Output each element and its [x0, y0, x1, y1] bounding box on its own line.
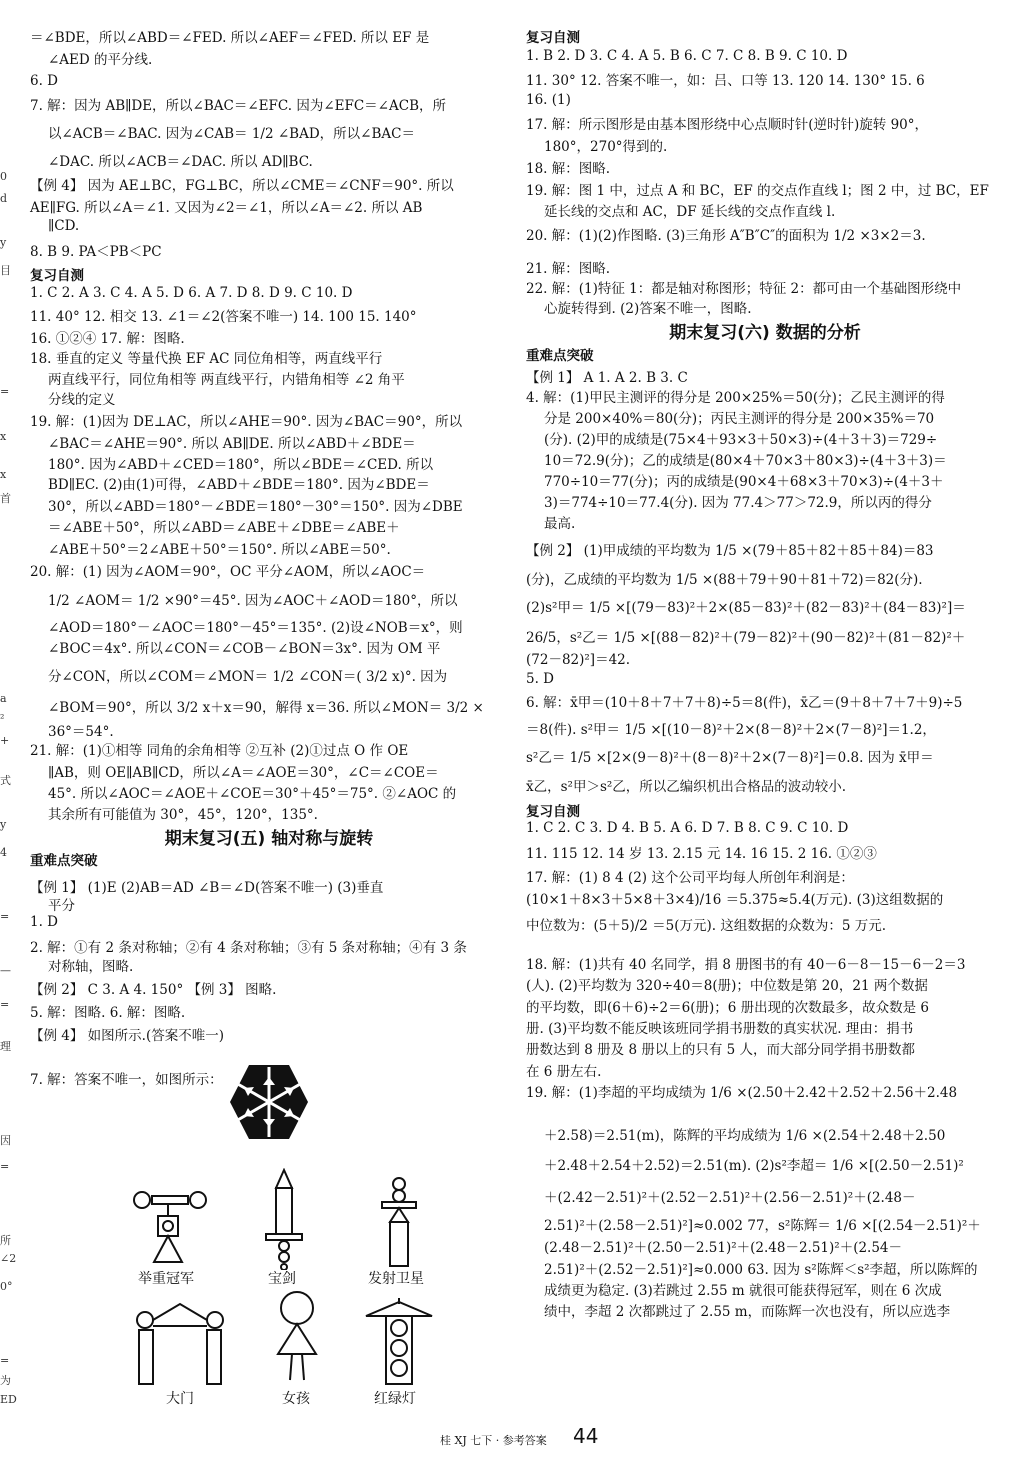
text-line: 1/2 ∠AOM＝ 1/2 ×90°＝45°. 因为∠AOC＋∠AOD＝180°，所以	[48, 593, 458, 609]
text-line: 中位数为：(5＋5)/2 ＝5(万元). 这组数据的众数为：5 万元.	[526, 918, 887, 934]
text-line: ＋2.48＋2.54＋2.52)＝2.51(m). (2)s²李超＝ 1/6 ×[(2.50－2.51)²	[544, 1158, 964, 1174]
margin-char: =	[0, 998, 10, 1011]
footer-text: 桂 XJ 七下 · 参考答案	[440, 1434, 547, 1447]
text-line: ＝∠BDE，所以∠ABD＝∠FED. 所以∠AEF＝∠FED. 所以 EF 是	[30, 30, 430, 46]
text-line: 4. 解：(1)甲民主测评的得分是 200×25%＝50(分)；乙民主测评的得	[526, 390, 945, 406]
text-line: 1. B 2. D 3. C 4. A 5. B 6. C 7. C 8. B 9. C 10. D	[526, 48, 848, 64]
text-line: (72－82)²]＝42.	[526, 652, 631, 668]
text-line: (2)s²甲＝ 1/5 ×[(79－83)²＋2×(85－83)²＋(82－83)²＋(84－83)²]＝	[526, 600, 966, 616]
text-line: 16. ①②④ 17. 解：图略.	[30, 331, 185, 347]
text-line: ∠BOM＝90°，所以 3/2 x＋x＝90，解得 x＝36. 所以∠MON＝ 3/2 ×	[48, 700, 484, 716]
text-line: (分). (2)甲的成绩是(75×4＋93×3＋50×3)÷(4＋3＋3)＝729÷	[544, 432, 938, 448]
text-line: 【例 2】 C 3. A 4. 150° 【例 3】 图略.	[30, 982, 277, 998]
text-line: ＝∠ABE＋50°，所以∠ABD＝∠ABE＋∠DBE＝∠ABE＋	[48, 520, 400, 536]
text-line: 5. D	[526, 671, 554, 687]
margin-char: 0	[0, 170, 7, 183]
text-line: 18. 垂直的定义 等量代换 EF AC 同位角相等，两直线平行	[30, 351, 383, 367]
margin-char: 首	[0, 492, 11, 505]
text-line: (2.48－2.51)²＋(2.50－2.51)²＋(2.48－2.51)²＋(2.54－	[544, 1240, 903, 1256]
text-line: 【例 4】 因为 AE⊥BC，FG⊥BC，所以∠CME＝∠CNF＝90°. 所以	[30, 178, 454, 194]
text-line: 30°，所以∠ABD＝180°－∠BDE＝180°－30°＝150°. 因为∠DBE	[48, 499, 463, 515]
text-line: x̄乙，s²甲＞s²乙，所以乙编织机出合格品的波动较小.	[526, 779, 847, 795]
text-line: 19. 解：(1)因为 DE⊥AC，所以∠AHE＝90°. 因为∠BAC＝90°，所以	[30, 414, 463, 430]
text-line: 6. D	[30, 73, 58, 89]
text-line: 5. 解：图略. 6. 解：图略.	[30, 1005, 186, 1021]
text-line: 20. 解：(1) 因为∠AOM＝90°，OC 平分∠AOM，所以∠AOC＝	[30, 564, 426, 580]
text-line: ∥AB，则 OE∥AB∥CD，所以∠A＝∠AOE＝30°，∠C＝∠COE＝	[48, 765, 439, 781]
text-line: 1. D	[30, 914, 58, 930]
margin-char: 因	[0, 1134, 11, 1147]
text-line: s²乙＝ 1/5 ×[2×(9－8)²＋(8－8)²＋2×(7－8)²]＝0.8. 因为 x̄甲＝	[526, 750, 934, 766]
text-line: 延长线的交点和 AC，DF 延长线的交点作直线 l.	[544, 204, 836, 220]
text-line: 11. 30° 12. 答案不唯一，如：吕、口等 13. 120 14. 130° 15. 6	[526, 73, 925, 89]
text-line: 最高.	[544, 516, 576, 532]
text-line: 26/5，s²乙＝ 1/5 ×[(88－82)²＋(79－82)²＋(90－82)²＋(81－82)²＋	[526, 630, 966, 646]
text-line: ＝8(件). s²甲＝ 1/5 ×[(10－8)²＋2×(8－8)²＋2×(7－8)²]＝1.2，	[526, 722, 936, 738]
margin-char: =	[0, 385, 10, 398]
text-line: BD∥EC. (2)由(1)可得，∠ABD＋∠BDE＝180°. 因为∠BDE＝	[48, 477, 430, 493]
text-line: ∠AOD＝180°－∠AOC＝180°－45°＝135°. (2)设∠NOB＝x°，则	[48, 620, 463, 636]
margin-char: 理	[0, 1040, 11, 1053]
text-line: 180°，270°得到的.	[544, 139, 668, 155]
text-line: 19. 解：(1)李超的平均成绩为 1/6 ×(2.50＋2.42＋2.52＋2.56＋2.48	[526, 1085, 958, 1101]
section-heading: 重难点突破	[30, 853, 98, 869]
text-line: 17. 解：(1) 8 4 (2) 这个公司平均每人所创年利润是：	[526, 870, 854, 886]
text-line: ＋2.58)＝2.51(m)，陈辉的平均成绩为 1/6 ×(2.54＋2.48＋2.50	[544, 1128, 946, 1144]
margin-char: ²	[0, 712, 5, 725]
margin-char: =	[0, 1160, 10, 1173]
snowflake-figure	[228, 1063, 310, 1141]
text-line: ∠BOC＝4x°. 所以∠CON＝∠COB－∠BON＝3x°. 因为 OM 平	[48, 641, 441, 657]
text-line: 11. 115 12. 14 岁 13. 2.15 元 14. 16 15. 2 16. ①②③	[526, 846, 877, 862]
text-line: 分∠CON，所以∠COM＝∠MON＝ 1/2 ∠CON＝( 3/2 x)°. 因为	[48, 669, 448, 685]
text-line: 45°. 所以∠AOC＝∠AOE＋∠COE＝30°＋45°＝75°. ②∠AOC 的	[48, 786, 457, 802]
figure-label-rocket: 发射卫星	[368, 1271, 424, 1287]
traffic-light-figure	[364, 1296, 434, 1386]
margin-char: x	[0, 468, 7, 481]
figure-label-gate: 大门	[166, 1391, 194, 1407]
text-line: 21. 解：(1)①相等 同角的余角相等 ②互补 (2)①过点 O 作 OE	[30, 743, 409, 759]
text-line: 16. (1)	[526, 92, 571, 108]
section-heading: 复习自测	[30, 268, 84, 284]
text-line: 7. 解：因为 AB∥DE，所以∠BAC＝∠EFC. 因为∠EFC＝∠ACB，所	[30, 98, 446, 114]
text-line: 分线的定义	[48, 392, 116, 408]
text-line: 3)＝774÷10＝77.4(分). 因为 77.4＞77＞72.9，所以丙的得分	[544, 495, 932, 511]
text-line: ∠ABE＋50°＝2∠ABE＋50°＝150°. 所以∠ABE＝50°.	[48, 542, 391, 558]
section-title: 期末复习(六) 数据的分析	[669, 323, 861, 343]
text-line: 以∠ACB＝∠BAC. 因为∠CAB＝ 1/2 ∠BAD，所以∠BAC＝	[48, 126, 415, 142]
section-heading: 重难点突破	[526, 348, 594, 364]
text-line: 绩中，李超 2 次都跳过了 2.55 m，而陈辉一次也没有，所以应选李	[544, 1304, 951, 1320]
text-line: 册. (3)平均数不能反映该班同学捐书册数的真实状况. 理由：捐书	[526, 1021, 914, 1037]
text-line: 的平均数，即(6＋6)÷2＝6(册)；6 册出现的次数最多，故众数是 6	[526, 1000, 929, 1016]
text-line: 36°＝54°.	[48, 724, 114, 740]
text-line: 10＝72.9(分)；乙的成绩是(80×4＋70×3＋80×3)÷(4＋3＋3)＝	[544, 453, 947, 469]
text-line: 8. B 9. PA＜PB＜PC	[30, 244, 162, 260]
figure-label-traffic-light: 红绿灯	[374, 1391, 416, 1407]
margin-char: ∠2	[0, 1252, 17, 1265]
margin-char: 0°	[0, 1280, 13, 1293]
text-line: AE∥FG. 所以∠A＝∠1. 又因为∠2＝∠1，所以∠A＝∠2. 所以 AB	[30, 200, 423, 216]
text-line: ∠AED 的平分线.	[48, 52, 153, 68]
text-line: 2.51)²＋(2.58－2.51)²]≈0.002 77，s²陈辉＝ 1/6 ×[(2.54－2.51)²＋	[544, 1218, 981, 1234]
text-line: 180°. 因为∠ABD＋∠CED＝180°，所以∠BDE＝∠CED. 所以	[48, 457, 434, 473]
margin-char: y	[0, 236, 7, 249]
rocket-figure	[378, 1176, 420, 1268]
text-line: 2. 解：①有 2 条对称轴；②有 4 条对称轴；③有 5 条对称轴；④有 3 条	[30, 940, 467, 956]
margin-char: 为	[0, 1374, 11, 1387]
text-line: 成绩更为稳定. (3)若跳过 2.55 m 就很可能获得冠军，则在 6 次成	[544, 1283, 942, 1299]
text-line: (10×1＋8×3＋5×8＋3×4)/16 ＝5.375≈5.4(万元). (3)这组数据的	[526, 892, 944, 908]
text-line: 册数达到 8 册及 8 册以上的只有 5 人，而大部分同学捐书册数都	[526, 1042, 916, 1058]
margin-char: =	[0, 1354, 10, 1367]
margin-char: d	[0, 192, 8, 205]
text-line: 11. 40° 12. 相交 13. ∠1＝∠2(答案不唯一) 14. 100 15. 140°	[30, 309, 417, 325]
margin-char: +	[0, 734, 10, 747]
text-line: 21. 解：图略.	[526, 261, 611, 277]
text-line: (人). (2)平均数为 320÷40＝8(册)；中位数是第 20，21 两个数据	[526, 978, 928, 994]
text-line: 在 6 册左右.	[526, 1064, 602, 1080]
margin-char: ED	[0, 1393, 17, 1406]
text-line: ∥CD.	[48, 218, 80, 234]
text-line: 17. 解：所示图形是由基本图形绕中心点顺时针(逆时针)旋转 90°，	[526, 117, 929, 133]
section-heading: 复习自测	[526, 804, 580, 820]
text-line: (分)，乙成绩的平均数为 1/5 ×(88＋79＋90＋81＋72)＝82(分).	[526, 572, 923, 588]
text-line: 分是 200×40%＝80(分)；丙民主测评的得分是 200×35%＝70	[544, 411, 935, 427]
text-line: ∠BAC＝∠AHE＝90°. 所以 AB∥DE. 所以∠ABD＋∠BDE＝	[48, 436, 416, 452]
figure-label-girl: 女孩	[282, 1391, 310, 1407]
margin-char: 式	[0, 774, 11, 787]
text-line: 20. 解：(1)(2)作图略. (3)三角形 A″B″C″的面积为 1/2 ×3×2＝3.	[526, 228, 926, 244]
text-line: 1. C 2. A 3. C 4. A 5. D 6. A 7. D 8. D 9. C 10. D	[30, 285, 353, 301]
text-line: 19. 解：图 1 中，过点 A 和 BC，EF 的交点作直线 l；图 2 中，过 BC，EF	[526, 183, 989, 199]
text-line: 平分	[48, 898, 75, 914]
text-line: 【例 1】 (1)E (2)AB＝AD ∠B＝∠D(答案不唯一) (3)垂直	[30, 880, 384, 896]
text-line: 两直线平行，同位角相等 两直线平行，内错角相等 ∠2 角平	[48, 372, 405, 388]
section-heading: 复习自测	[526, 30, 580, 46]
text-line: ＋(2.42－2.51)²＋(2.52－2.51)²＋(2.56－2.51)²＋(2.48－	[544, 1190, 916, 1206]
text-line: 22. 解：(1)特征 1：都是轴对称图形；特征 2：都可由一个基础图形绕中	[526, 281, 962, 297]
margin-char: y	[0, 818, 7, 831]
text-line: 心旋转得到. (2)答案不唯一，图略.	[544, 301, 752, 317]
margin-char: —	[0, 964, 11, 977]
margin-char: =	[0, 910, 10, 923]
text-line: 【例 4】 如图所示.(答案不唯一)	[30, 1028, 224, 1044]
figure-label-sword: 宝剑	[268, 1271, 296, 1287]
text-line: 6. 解：x̄甲＝(10＋8＋7＋7＋8)÷5＝8(件)，x̄乙＝(9＋8＋7＋7＋9)÷5	[526, 695, 963, 711]
margin-char: 4	[0, 846, 7, 859]
text-line: 18. 解：(1)共有 40 名同学，捐 8 册图书的有 40－6－8－15－6－2＝3	[526, 957, 966, 973]
margin-char: 所	[0, 1234, 11, 1247]
text-line: 1. C 2. C 3. D 4. B 5. A 6. D 7. B 8. C 9. C 10. D	[526, 820, 849, 836]
text-line: 【例 1】 A 1. A 2. B 3. C	[526, 370, 688, 386]
figure-label-weightlifter: 举重冠军	[138, 1271, 194, 1287]
sword-figure	[262, 1168, 306, 1270]
text-line: 770÷10＝77(分)；丙的成绩是(90×4＋68×3＋70×3)÷(4＋3＋	[544, 474, 944, 490]
text-line: 7. 解：答案不唯一，如图所示：	[30, 1072, 223, 1088]
section-title: 期末复习(五) 轴对称与旋转	[164, 829, 374, 849]
text-line: 2.51)²＋(2.52－2.51)²]≈0.000 63. 因为 s²陈辉＜s²李超，所以陈辉的	[544, 1262, 978, 1278]
text-line: 对称轴，图略.	[48, 959, 134, 975]
text-line: 其余所有可能值为 30°，45°，120°，135°.	[48, 807, 318, 823]
text-line: 18. 解：图略.	[526, 161, 611, 177]
margin-char: a	[0, 692, 7, 705]
weightlifter-figure	[132, 1186, 208, 1266]
page-number: 44	[573, 1424, 599, 1448]
text-line: 【例 2】 (1)甲成绩的平均数为 1/5 ×(79＋85＋82＋85＋84)＝83	[526, 543, 934, 559]
gate-figure	[133, 1300, 227, 1386]
left-margin-clipped-text	[0, 0, 17, 1463]
margin-char: 目	[0, 264, 11, 277]
text-line: ∠DAC. 所以∠ACB＝∠DAC. 所以 AD∥BC.	[48, 154, 313, 170]
margin-char: x	[0, 430, 7, 443]
girl-figure	[272, 1290, 322, 1384]
